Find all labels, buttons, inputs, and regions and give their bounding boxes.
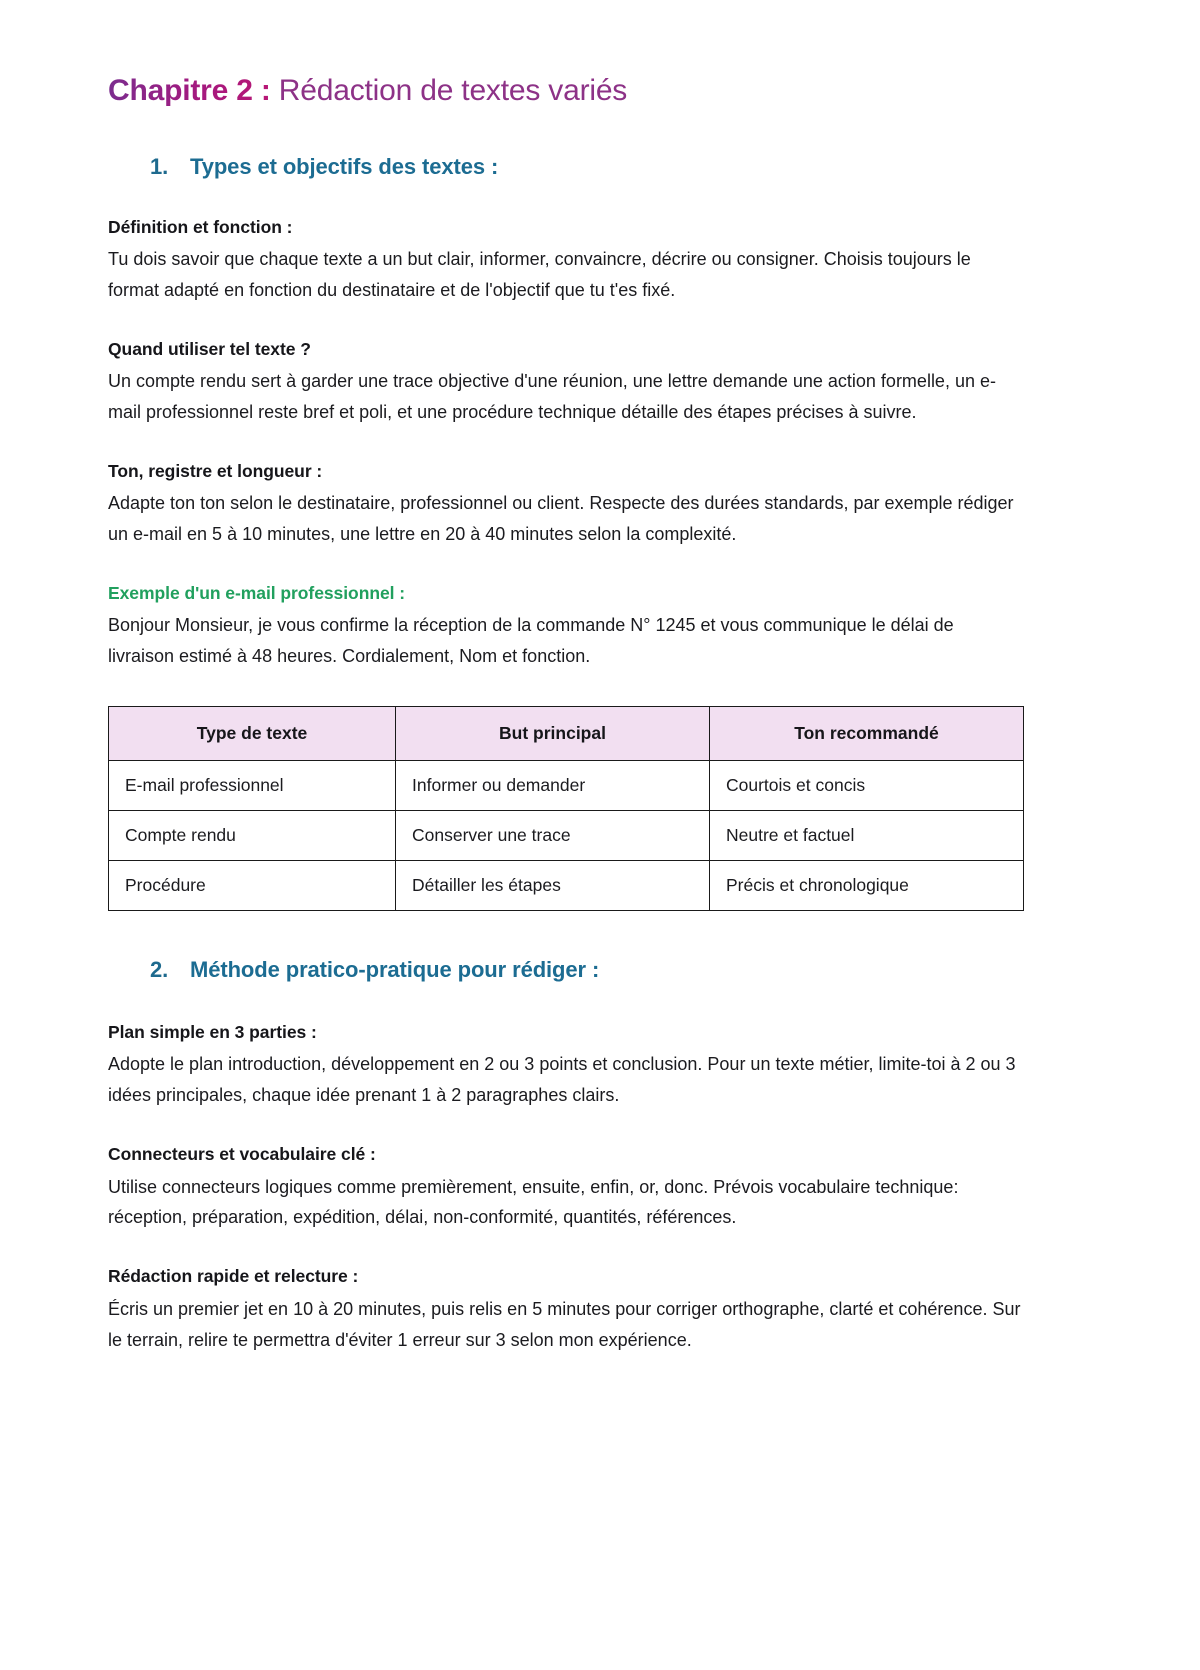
block-title: Définition et fonction : [108, 216, 293, 237]
table-cell: Procédure [109, 861, 396, 911]
content-block [108, 214, 1090, 306]
table-cell: Informer ou demander [396, 761, 710, 811]
page-title [108, 72, 1090, 110]
table-cell: Courtois et concis [710, 761, 1024, 811]
block-body: Tu dois savoir que chaque texte a un but clair, informer, convaincre, décrire ou consigner. Choisis toujours le format adapté en fonction du destinataire et de l'objectif que tu t'es fixé. [108, 248, 971, 300]
block-body: Adapte ton ton selon le destinataire, professionnel ou client. Respecte des durées standards, par exemple rédiger un e-mail en 5 à 10 minutes, une lettre en 20 à 40 minutes selon la complexité. [108, 493, 1014, 545]
table-cell: Conserver une trace [396, 811, 710, 861]
content-block [108, 336, 1090, 428]
block-body: Adopte le plan introduction, développement en 2 ou 3 points et conclusion. Pour un texte métier, limite-toi à 2 ou 3 idées principales, chaque idée prenant 1 à 2 paragraphes clairs. [108, 1054, 1016, 1106]
content-block [108, 1263, 1090, 1355]
table-cell: Détailler les étapes [396, 861, 710, 911]
table-column-header: Ton recommandé [710, 707, 1024, 761]
table-row [109, 761, 1024, 811]
section-number-2: 2. [150, 957, 169, 983]
table-cell: Neutre et factuel [710, 811, 1024, 861]
table-column-header: But principal [396, 707, 710, 761]
section-title-1: Types et objectifs des textes : [190, 153, 499, 179]
block-body: Utilise connecteurs logiques comme premièrement, ensuite, enfin, or, donc. Prévois vocabulaire technique: réception, préparation, expédition, délai, non-conformité, quantités, références. [108, 1176, 959, 1228]
table-row [109, 811, 1024, 861]
content-block [108, 1019, 1090, 1111]
content-block [108, 1141, 1090, 1233]
table-row [109, 861, 1024, 911]
text-types-table [108, 706, 1024, 911]
table-column-header: Type de texte [109, 707, 396, 761]
example-block-body: Bonjour Monsieur, je vous confirme la réception de la commande N° 1245 et vous communique le délai de livraison estimé à 48 heures. Cordialement, Nom et fonction. [108, 615, 954, 667]
table-cell: Précis et chronologique [710, 861, 1024, 911]
example-block-title: Exemple d'un e-mail professionnel : [108, 582, 406, 603]
block-title: Plan simple en 3 parties : [108, 1022, 317, 1043]
block-title: Ton, registre et longueur : [108, 460, 323, 481]
block-title: Connecteurs et vocabulaire clé : [108, 1144, 376, 1165]
section-heading-1 [108, 154, 1090, 180]
table-cell: Compte rendu [109, 811, 396, 861]
section-heading-2 [108, 957, 1090, 983]
block-body: Écris un premier jet en 10 à 20 minutes, puis relis en 5 minutes pour corriger orthographe, clarté et cohérence. Sur le terrain, relire te permettra d'éviter 1 erreur sur 3 selon mon expérience. [108, 1298, 1021, 1350]
content-block-example [108, 580, 1090, 672]
section-title-2: Méthode pratico-pratique pour rédiger : [190, 957, 600, 983]
page-title-subject: Rédaction de textes variés [278, 74, 628, 107]
block-title: Rédaction rapide et relecture : [108, 1266, 359, 1287]
block-title: Quand utiliser tel texte ? [108, 338, 311, 359]
page-title-chapter-label: Chapitre 2 : [108, 74, 271, 107]
section-number-1: 1. [150, 153, 169, 179]
text-types-table-container [108, 706, 1090, 911]
content-block [108, 458, 1090, 550]
table-header-row [109, 707, 1024, 761]
block-body: Un compte rendu sert à garder une trace objective d'une réunion, une lettre demande une action formelle, un e-mail professionnel reste bref et poli, et une procédure technique détaille des étapes précises à suivre. [108, 370, 996, 422]
table-cell: E-mail professionnel [109, 761, 396, 811]
